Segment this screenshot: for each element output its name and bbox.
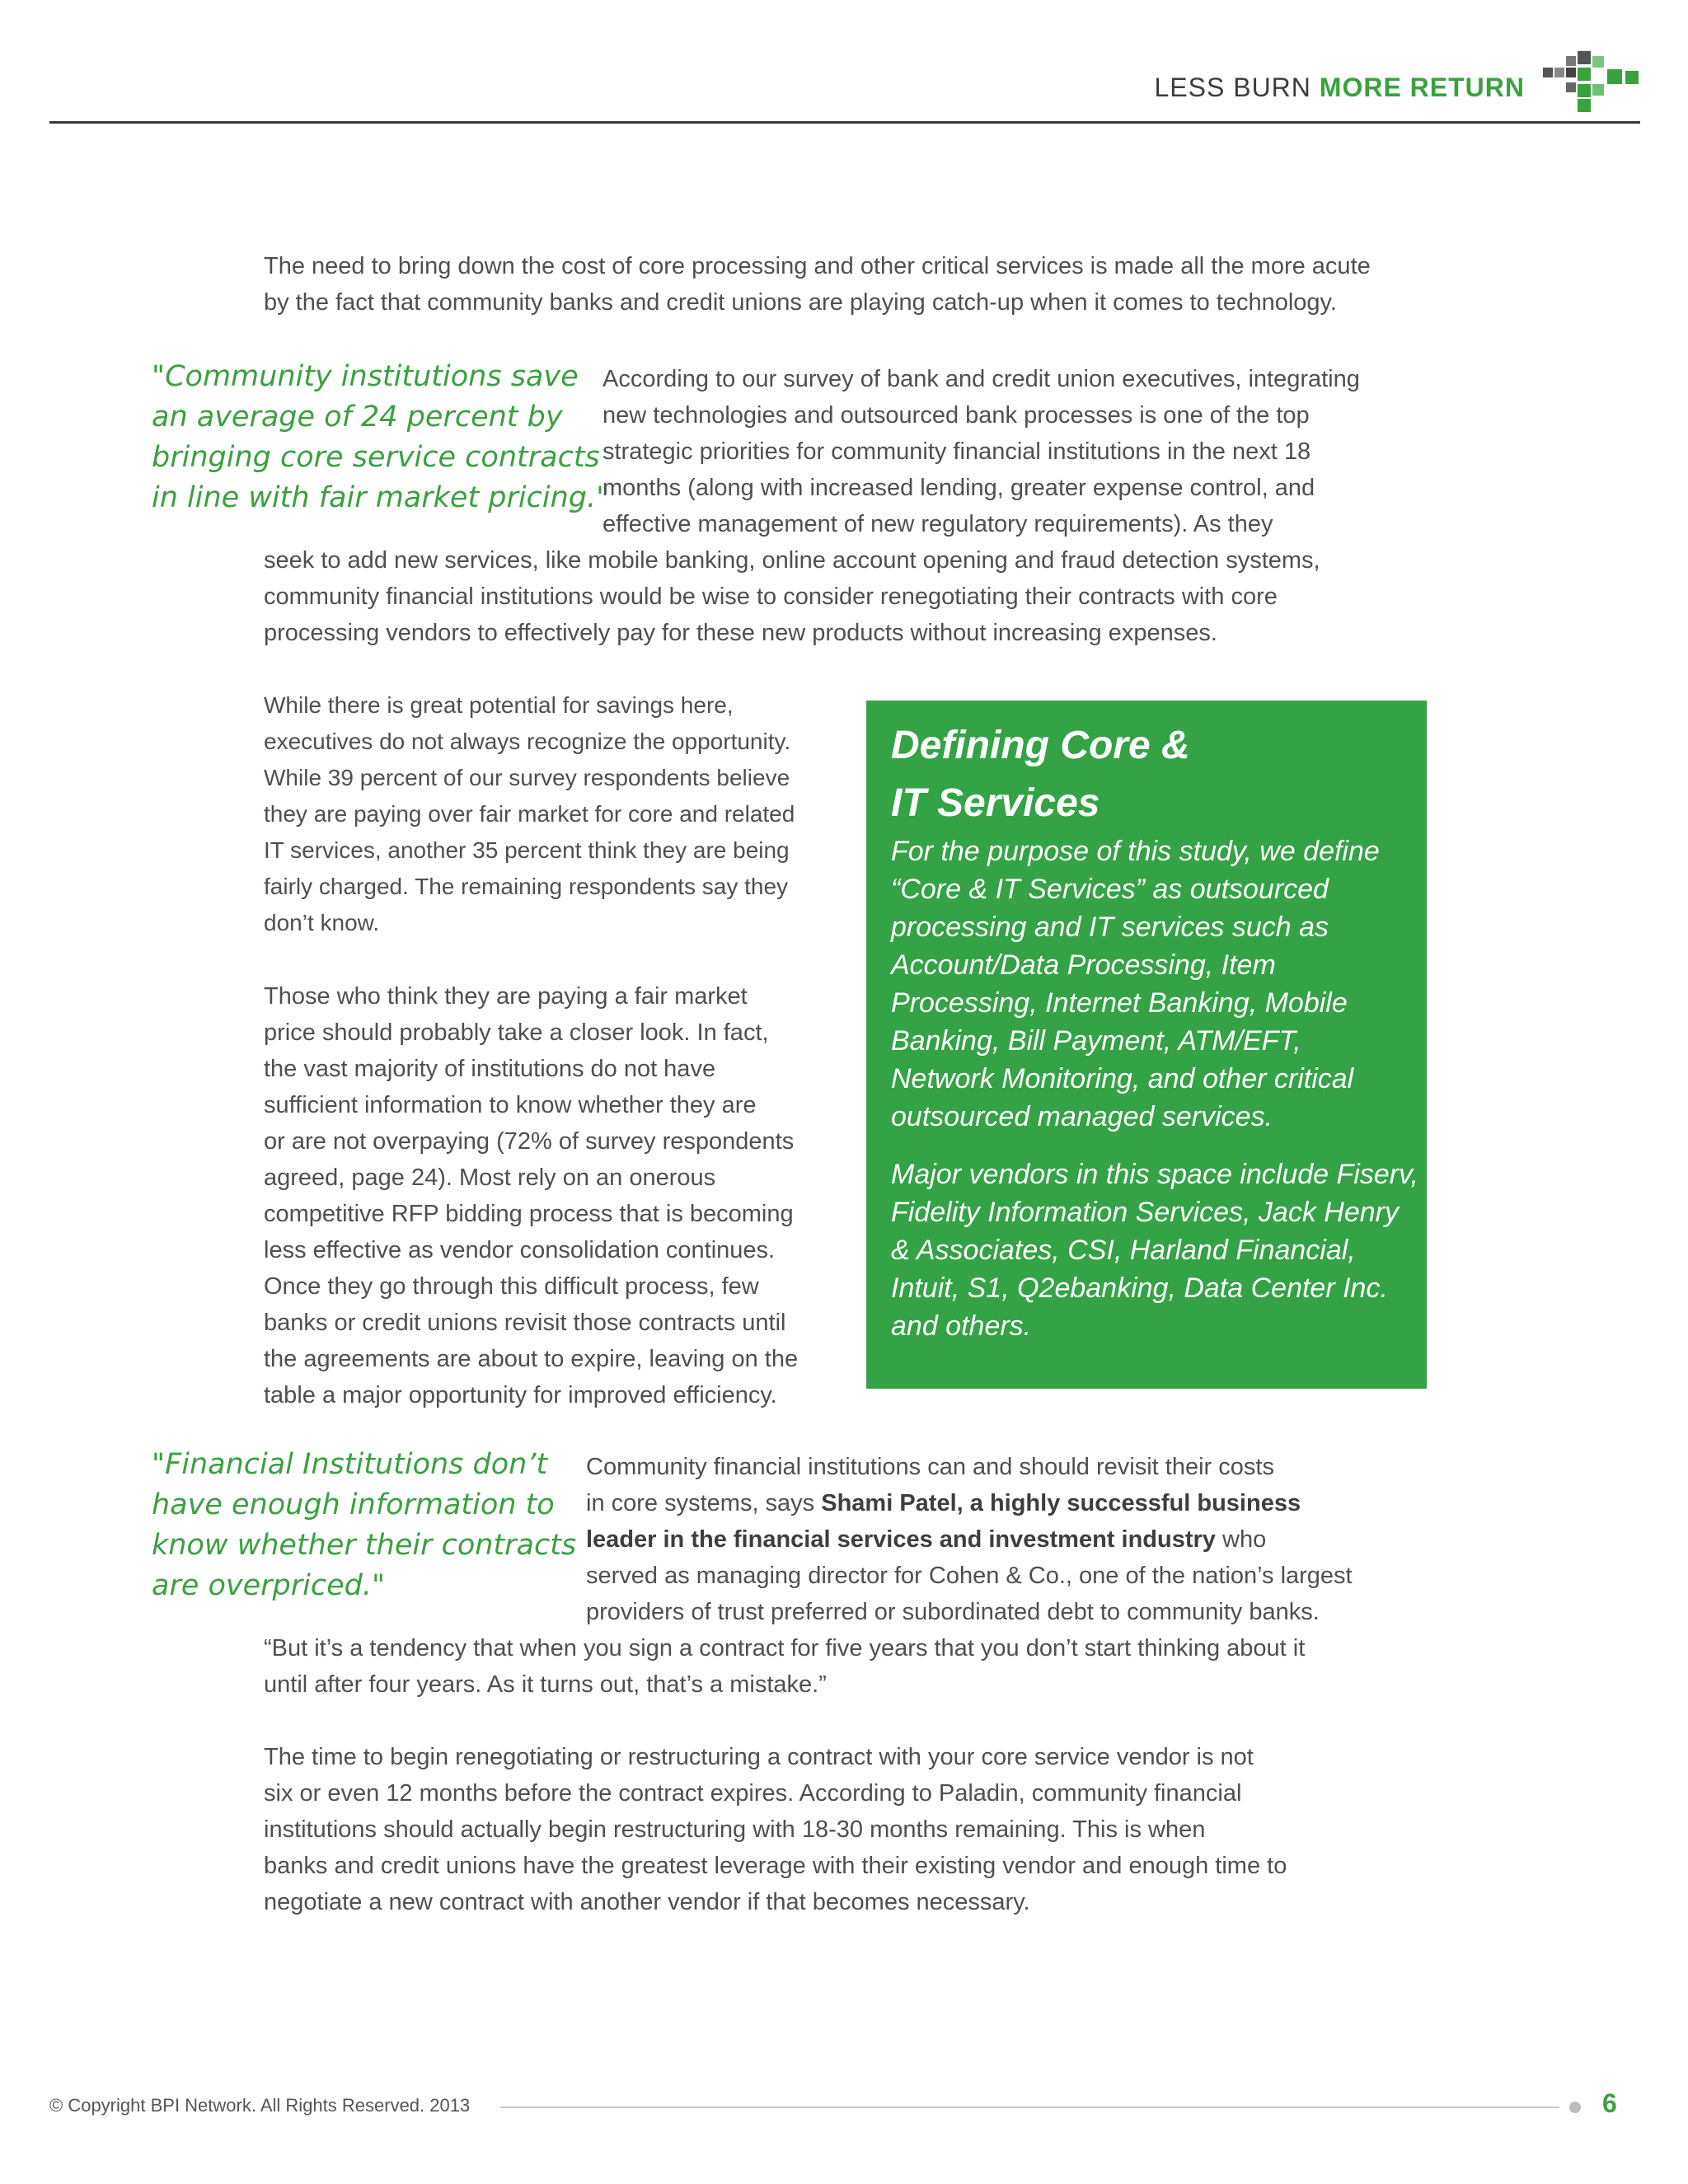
body-line: sufficient information to know whether they are bbox=[264, 1092, 757, 1118]
renegotiation-timing-paragraph bbox=[264, 1739, 1287, 1920]
bold-text: leader in the financial services and investment industry bbox=[586, 1526, 1216, 1553]
pull-quote-line: have enough information to bbox=[152, 1488, 555, 1521]
body-text: who bbox=[1215, 1526, 1267, 1553]
body-line bbox=[586, 1485, 1353, 1521]
sidebar-line: Network Monitoring, and other critical bbox=[891, 1063, 1354, 1094]
body-line: Community financial institutions can and should revisit their costs bbox=[586, 1454, 1274, 1480]
body-line: institutions should actually begin restructuring with 18-30 months remaining. This is when bbox=[264, 1816, 1206, 1843]
sidebar-definition-paragraph bbox=[891, 832, 1418, 1136]
sidebar-line: Major vendors in this space include Fiserv, bbox=[891, 1159, 1418, 1190]
body-line: IT services, another 35 percent think they are being bbox=[264, 837, 790, 863]
sidebar-line: Intuit, S1, Q2ebanking, Data Center Inc. bbox=[891, 1272, 1388, 1304]
body-line: negotiate a new contract with another vendor if that becomes necessary. bbox=[264, 1889, 1030, 1915]
body-line: table a major opportunity for improved efficiency. bbox=[264, 1382, 777, 1408]
shami-patel-paragraph-bottom bbox=[264, 1630, 1305, 1703]
sidebar-line: outsourced managed services. bbox=[891, 1101, 1273, 1132]
header-title-plain: LESS BURN bbox=[1154, 73, 1311, 102]
pull-quote-line: "Financial Institutions don’t bbox=[152, 1448, 548, 1481]
footer-divider bbox=[500, 2107, 1559, 2108]
header-title bbox=[1155, 73, 1526, 103]
body-line: While there is great potential for savings here, bbox=[264, 692, 734, 718]
footer-dot-icon bbox=[1569, 2102, 1581, 2113]
sidebar-line: Processing, Internet Banking, Mobile bbox=[891, 987, 1348, 1019]
intro-paragraph bbox=[264, 248, 1371, 321]
intro-line: The need to bring down the cost of core processing and other critical services is made all the more acute bbox=[264, 253, 1371, 279]
pull-quote-line: an average of 24 percent by bbox=[152, 401, 563, 434]
definition-sidebar bbox=[866, 701, 1427, 1389]
brand-logo-icon bbox=[1543, 51, 1642, 115]
body-line: fairly charged. The remaining respondents say they bbox=[264, 874, 789, 899]
pull-quote-line: in line with fair market pricing." bbox=[152, 481, 610, 514]
sidebar-title-line: IT Services bbox=[891, 781, 1100, 825]
footer-copyright: © Copyright BPI Network. All Rights Reserved. 2013 bbox=[49, 2095, 471, 2116]
sidebar-line: Fidelity Information Services, Jack Henry bbox=[891, 1197, 1399, 1228]
body-line: new technologies and outsourced bank processes is one of the top bbox=[603, 402, 1310, 429]
shami-patel-paragraph-top bbox=[586, 1449, 1353, 1630]
body-line: price should probably take a closer look. In fact, bbox=[264, 1019, 769, 1046]
survey-paragraph-top bbox=[603, 361, 1360, 542]
body-line: While 39 percent of our survey respondents believe bbox=[264, 765, 790, 790]
body-line: According to our survey of bank and credit union executives, integrating bbox=[603, 366, 1360, 392]
body-line: providers of trust preferred or subordinated debt to community banks. bbox=[586, 1599, 1320, 1625]
pull-quote-line: bringing core service contracts bbox=[152, 441, 600, 474]
pull-quote-line: know whether their contracts bbox=[152, 1529, 577, 1562]
sidebar-line: For the purpose of this study, we define bbox=[891, 836, 1380, 867]
body-line: banks or credit unions revisit those contracts until bbox=[264, 1310, 786, 1336]
body-line: Those who think they are paying a fair market bbox=[264, 983, 748, 1010]
fair-market-paragraph bbox=[264, 978, 798, 1413]
body-line: effective management of new regulatory requirements). As they bbox=[603, 511, 1273, 537]
body-line: processing vendors to effectively pay for these new products without increasing expenses. bbox=[264, 620, 1217, 646]
body-line: they are paying over fair market for core and related bbox=[264, 801, 795, 827]
body-line: the agreements are about to expire, leaving on the bbox=[264, 1346, 799, 1372]
pull-quote-information bbox=[152, 1445, 576, 1606]
sidebar-line: “Core & IT Services” as outsourced bbox=[891, 874, 1329, 905]
header-divider bbox=[49, 121, 1640, 124]
body-line: served as managing director for Cohen & Co., one of the nation’s largest bbox=[586, 1563, 1353, 1589]
bold-text: Shami Patel, a highly successful business bbox=[821, 1490, 1301, 1516]
body-line: competitive RFP bidding process that is becoming bbox=[264, 1201, 794, 1227]
body-line: seek to add new services, like mobile banking, online account opening and fraud detection systems, bbox=[264, 547, 1320, 574]
body-line: until after four years. As it turns out, that’s a mistake.” bbox=[264, 1671, 827, 1698]
body-line: “But it’s a tendency that when you sign a contract for five years that you don’t start thinking about it bbox=[264, 1635, 1306, 1661]
body-line: The time to begin renegotiating or restructuring a contract with your core service vendor is not bbox=[264, 1744, 1254, 1770]
sidebar-line: & Associates, CSI, Harland Financial, bbox=[891, 1235, 1356, 1266]
intro-line: by the fact that community banks and credit unions are playing catch-up when it comes to technology. bbox=[264, 289, 1337, 316]
body-line: six or even 12 months before the contract expires. According to Paladin, community financial bbox=[264, 1780, 1242, 1807]
sidebar-line: processing and IT services such as bbox=[891, 912, 1329, 943]
body-line: less effective as vendor consolidation continues. bbox=[264, 1237, 776, 1263]
sidebar-line: Banking, Bill Payment, ATM/EFT, bbox=[891, 1025, 1301, 1057]
sidebar-title bbox=[891, 717, 1190, 832]
body-line: strategic priorities for community financial institutions in the next 18 bbox=[603, 438, 1311, 465]
body-line: Once they go through this difficult process, few bbox=[264, 1273, 759, 1300]
sidebar-vendors-paragraph bbox=[891, 1155, 1418, 1345]
body-line: the vast majority of institutions do not have bbox=[264, 1056, 716, 1082]
pull-quote-line: are overpriced." bbox=[152, 1569, 386, 1602]
body-line bbox=[586, 1521, 1353, 1558]
sidebar-line: and others. bbox=[891, 1310, 1032, 1342]
body-line: banks and credit unions have the greatest leverage with their existing vendor and enough time to bbox=[264, 1853, 1287, 1879]
body-text: in core systems, says bbox=[586, 1490, 822, 1516]
header-title-accent: MORE RETURN bbox=[1319, 73, 1525, 102]
page-number: 6 bbox=[1602, 2088, 1617, 2118]
body-line: months (along with increased lending, greater expense control, and bbox=[603, 475, 1315, 501]
body-line: executives do not always recognize the opportunity. bbox=[264, 729, 791, 754]
body-line: community financial institutions would be wise to consider renegotiating their contracts with core bbox=[264, 583, 1278, 610]
pull-quote-savings bbox=[152, 357, 609, 518]
savings-potential-paragraph bbox=[264, 687, 795, 941]
sidebar-line: Account/Data Processing, Item bbox=[891, 949, 1276, 981]
survey-paragraph-bottom bbox=[264, 542, 1320, 651]
body-line: don’t know. bbox=[264, 910, 380, 935]
sidebar-body bbox=[891, 832, 1418, 1345]
sidebar-title-line: Defining Core & bbox=[891, 724, 1190, 767]
pull-quote-line: "Community institutions save bbox=[152, 360, 579, 393]
body-line: agreed, page 24). Most rely on an onerous bbox=[264, 1165, 716, 1191]
body-line: or are not overpaying (72% of survey respondents bbox=[264, 1128, 795, 1155]
